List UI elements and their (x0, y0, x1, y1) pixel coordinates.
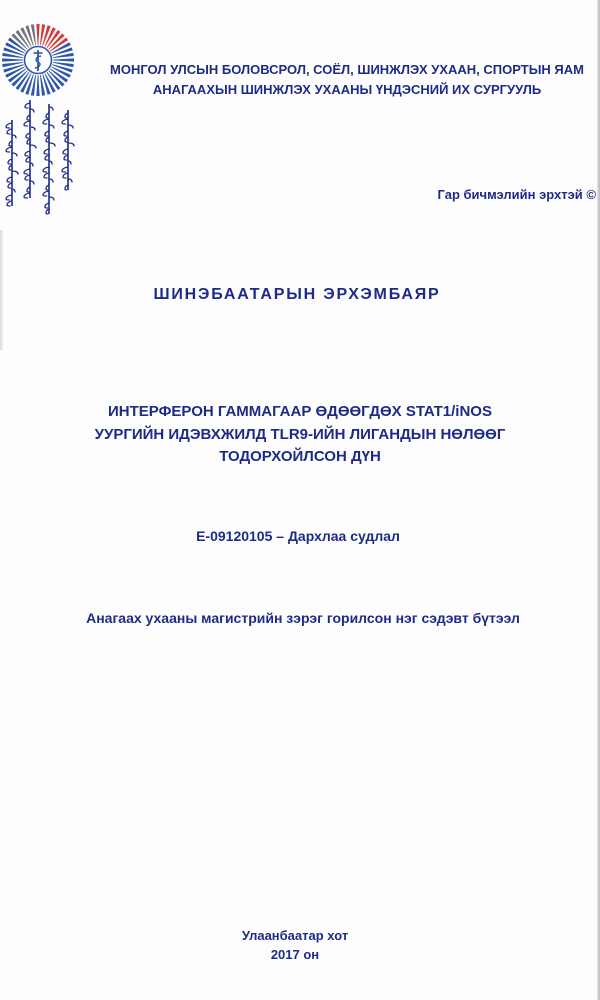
emblem-ray (2, 53, 23, 58)
emblem-ray (2, 62, 23, 67)
emblem-ray (40, 75, 45, 96)
script-stroke (49, 143, 55, 146)
emblem-ray (36, 24, 39, 45)
emblem-ray (53, 53, 74, 58)
script-stroke (68, 143, 74, 146)
author-name: ШИНЭБААТАРЫН ЭРХЭМБАЯР (153, 286, 441, 303)
script-column (43, 104, 55, 214)
year: 2017 он (270, 947, 320, 962)
emblem-ray (53, 62, 74, 67)
script-stroke (12, 171, 18, 174)
script-stroke (24, 169, 30, 174)
script-stroke (43, 119, 49, 124)
script-column (24, 100, 36, 198)
emblem-ray (31, 75, 36, 96)
university-emblem-icon (0, 22, 76, 98)
script-column (62, 110, 74, 190)
emblem-ray (40, 24, 45, 45)
script-stroke (6, 123, 12, 128)
city: Улаанбаатар хот (241, 928, 349, 943)
script-stroke (24, 193, 30, 198)
mongolian-script-emblem (2, 98, 78, 218)
emblem-ray (36, 75, 39, 96)
university-name: АНАГААХЫН ШИНЖЛЭХ УХААНЫ ҮНДЭСНИЙ ИХ СУРГУУЛЬ (152, 82, 542, 97)
specialty-code: Е-09120105 – Дархлаа судлал (196, 528, 400, 544)
thesis-title-line: ТОДОРХОЙЛСОН ДҮН (219, 448, 381, 465)
copyright-note: Гар бичмэлийн эрхтэй © (437, 187, 596, 202)
script-stroke (6, 195, 12, 200)
script-stroke (62, 119, 68, 124)
script-stroke (30, 145, 36, 148)
emblem-ray (2, 58, 23, 61)
script-stroke (6, 147, 12, 152)
emblem-ray (31, 24, 36, 45)
thesis-title (0, 401, 600, 469)
script-stroke (43, 191, 49, 196)
script-stroke (43, 167, 49, 172)
thesis-title-line: ИНТЕРФЕРОН ГАММАГААР ӨДӨӨГДӨХ STAT1/iNOS (108, 403, 492, 420)
script-stroke (24, 121, 30, 126)
emblem-ray (53, 58, 74, 61)
script-column (6, 120, 18, 206)
script-columns (6, 100, 74, 214)
script-stroke (62, 167, 68, 172)
degree-statement: Анагаах ухааны магистрийн зэрэг горилсон нэг сэдэвт бүтээл (86, 610, 520, 626)
ministry-name: МОНГОЛ УЛСЫН БОЛОВСРОЛ, СОЁЛ, ШИНЖЛЭХ УХААН, СПОРТЫН ЯАМ (110, 62, 584, 77)
thesis-title-line: УУРГИЙН ИДЭВХЖИЛД TLR9-ИЙН ЛИГАНДЫН НӨЛӨӨГ (94, 425, 506, 443)
